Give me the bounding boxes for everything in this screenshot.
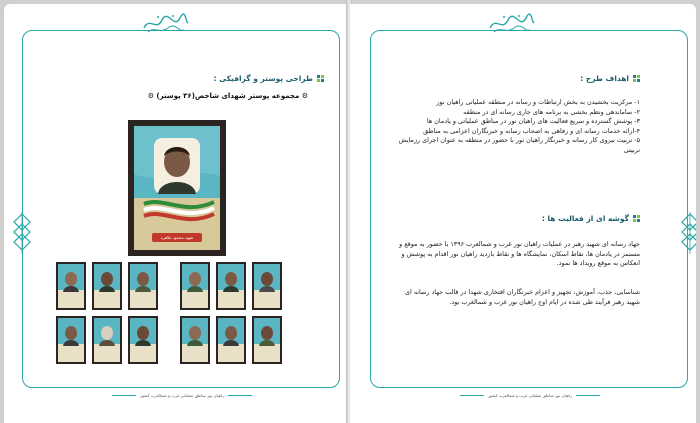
bullet-icon bbox=[317, 75, 324, 82]
poster-thumbnail bbox=[216, 262, 246, 310]
section-heading-posters bbox=[213, 74, 324, 83]
ornament-knot-icon bbox=[680, 212, 696, 254]
section-heading-text: طراحی پوستر و گرافیکی : bbox=[213, 74, 313, 83]
goals-list bbox=[390, 98, 640, 156]
activities-paragraph-1: جهاد رسانه ای شهید رهبر در عملیات راهیان نور غرب و شمالغرب ۱۳۹۶ با حضور به موقع و مستمر در یادمان ها، نقاط اسکان، نمایشگاه ها و نقاط بازدید راهیان نور اقدام به پوشش و انعکاس به موقع رویداد ها نمود. bbox=[399, 240, 640, 268]
section-heading-text: گوشه ای از فعالیت ها : bbox=[541, 214, 629, 223]
poster-thumbnail bbox=[92, 316, 122, 364]
bullet-icon bbox=[633, 75, 640, 82]
footer-text: راهیان نور مناطق عملیاتی غرب و شمالغرب کشور bbox=[136, 393, 228, 398]
goal-item: ۴-ارائه خدمات رسانه ای و رفاهی به اصحاب رسانه و خبرنگاران اعزامی به مناطق bbox=[423, 126, 640, 135]
poster-thumbnail bbox=[128, 316, 158, 364]
poster-name-label bbox=[152, 233, 202, 242]
section-heading-text: اهداف طرح : bbox=[580, 74, 629, 83]
poster-thumbnail bbox=[92, 262, 122, 310]
page-footer bbox=[460, 389, 600, 401]
activities-paragraph-2: شناسایی، جذب، آموزش، تجهیز و اعزام خبرنگاران افتخاری شهدا در قالب جهاد رسانه ای شهید رهبر فرآیند طی شده در ایام اوج راهیان نور غرب و شمالغرب بود. bbox=[405, 288, 640, 306]
bullet-icon bbox=[633, 215, 640, 222]
poster-thumbnail bbox=[56, 316, 86, 364]
poster-thumbnail bbox=[128, 262, 158, 310]
calligraphy-logo bbox=[486, 12, 536, 36]
featured-poster bbox=[128, 120, 226, 256]
poster-thumbnail bbox=[56, 262, 86, 310]
page-frame bbox=[370, 30, 688, 388]
poster-thumbnail bbox=[216, 316, 246, 364]
goal-item: ۱- مرکزیت بخشیدن به بخش ارتباطات و رسانه در منطقه عملیاتی راهیان نور bbox=[436, 98, 640, 106]
poster-thumbnail bbox=[252, 262, 282, 310]
left-page bbox=[4, 4, 348, 423]
poster-caption-text: شهید محمود طاهره bbox=[160, 235, 194, 240]
section-heading-activities bbox=[542, 214, 640, 223]
poster-collection-subheading: ⚙ مجموعه پوستر شهدای شاخص(۳۶ پوستر) ⚙ bbox=[147, 92, 308, 100]
footer-text: راهیان نور مناطق عملیاتی غرب و شمالغرب کشور bbox=[484, 393, 576, 398]
goal-item: ۲- ساماندهی ونظم بخشی به برنامه های جاری رسانه ای در منطقه bbox=[463, 107, 640, 116]
right-page bbox=[350, 4, 696, 423]
poster-thumbnail bbox=[180, 262, 210, 310]
page-footer bbox=[112, 389, 252, 401]
martyr-portrait-image bbox=[134, 126, 220, 250]
ornament-knot-icon bbox=[12, 212, 32, 254]
goal-item: ۵- تربیت نیروی کار رسانه و خبرنگار راهیان نور با حضور در منطقه به عنوان اجرای رزمایش تربیتی bbox=[398, 136, 640, 154]
poster-thumbnail bbox=[252, 316, 282, 364]
poster-thumbnail bbox=[180, 316, 210, 364]
goal-item: ۳- پوشش گسترده و سریع فعالیت های راهیان نور در مناطق عملیاتی و یادمان ها bbox=[426, 117, 640, 126]
calligraphy-logo bbox=[140, 12, 190, 36]
section-heading-goals bbox=[580, 74, 640, 83]
poster-thumbnail-grid bbox=[56, 262, 306, 370]
